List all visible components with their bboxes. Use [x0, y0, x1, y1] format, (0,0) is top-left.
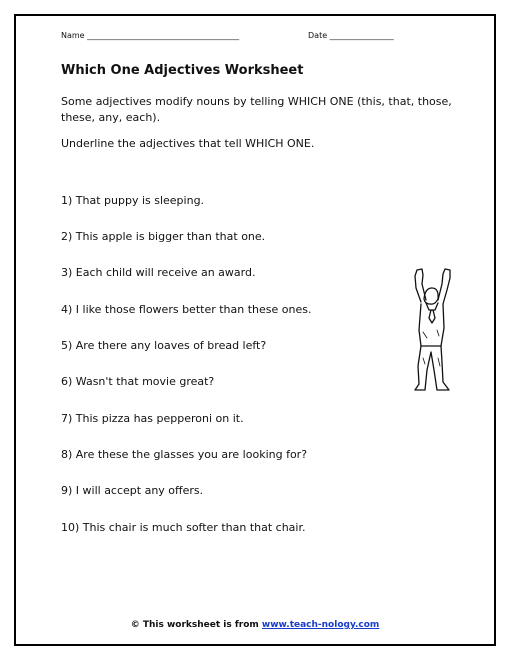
footer-prefix: © This worksheet is from — [130, 620, 262, 630]
footer-credit — [16, 620, 494, 630]
date-field-line[interactable]: Date ________________ — [308, 31, 394, 40]
cheering-person-icon — [407, 266, 455, 396]
instruction-text: Underline the adjectives that tell WHICH ONE. — [61, 137, 315, 150]
question-10: 10) This chair is much softer than that chair. — [61, 521, 306, 534]
question-1: 1) That puppy is sleeping. — [61, 194, 205, 207]
name-field-line[interactable]: Name ______________________________________ — [61, 31, 240, 40]
question-9: 9) I will accept any offers. — [61, 484, 204, 497]
teach-nology-link[interactable]: www.teach-nology.com — [261, 620, 380, 630]
worksheet-page — [14, 14, 496, 646]
question-5: 5) Are there any loaves of bread left? — [61, 339, 267, 352]
worksheet-title: Which One Adjectives Worksheet — [61, 63, 304, 78]
question-2: 2) This apple is bigger than that one. — [61, 230, 266, 243]
question-8: 8) Are these the glasses you are looking for? — [61, 448, 308, 461]
question-6: 6) Wasn't that movie great? — [61, 375, 215, 388]
question-4: 4) I like those flowers better than these ones. — [61, 303, 312, 316]
intro-paragraph: Some adjectives modify nouns by telling WHICH ONE (this, that, those, these, any, each). — [61, 95, 452, 124]
question-7: 7) This pizza has pepperoni on it. — [61, 412, 244, 425]
question-3: 3) Each child will receive an award. — [61, 266, 256, 279]
